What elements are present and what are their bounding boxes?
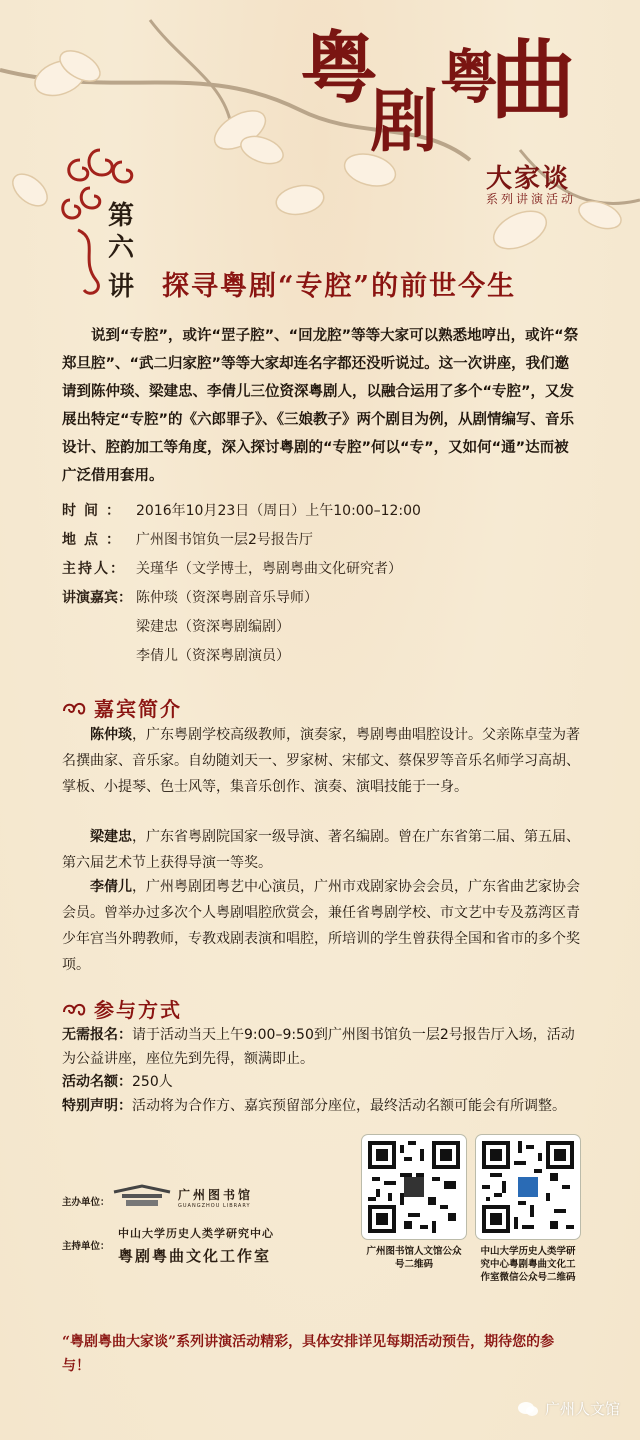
join-details <box>62 1024 582 1118</box>
join-item <box>62 1071 582 1095</box>
join-label: 特别声明： <box>62 1097 132 1114</box>
join-section-header <box>62 994 182 1023</box>
guest-item: 李倩儿（资深粤剧演员） <box>136 648 290 664</box>
lecture-number-char: 第 <box>108 201 135 231</box>
qr-code-library[interactable] <box>362 1135 466 1239</box>
title-char-1: 粤 <box>300 23 379 114</box>
title-char-3: 粤 <box>440 43 499 111</box>
lecture-title <box>108 264 517 303</box>
qr-code-studio[interactable] <box>476 1135 580 1239</box>
studio-name: 粤剧粤曲文化工作室 <box>118 1247 272 1265</box>
join-label: 活动名额： <box>62 1074 132 1090</box>
wechat-icon <box>517 1400 539 1418</box>
qr-caption: 广州图书馆人文馆公众号二维码 <box>366 1246 462 1270</box>
join-item <box>62 1095 582 1119</box>
host-value: 关瑾华（文学博士，粤剧粤曲文化研究者） <box>136 561 402 577</box>
guest-bio-text: ，广州粤剧团粤艺中心演员，广州市戏剧家协会会员，广东省曲艺家协会会员。曾举办过多次个人粤剧唱腔欣赏会，兼任省粤剧学校、市文艺中专及荔湾区青少年宫当外聘教师，专教戏剧表演和唱腔，所培训的学生曾获得全国和省市的多个奖项。 <box>62 879 580 973</box>
guest-bio-text: ，广东省粤剧院国家一级导演、著名编剧。曾在广东省第二届、第五届、第六届艺术节上获得导演一等奖。 <box>62 829 580 871</box>
info-guests-row <box>62 584 582 613</box>
info-host-row <box>62 555 582 584</box>
join-text: 250人 <box>132 1074 173 1090</box>
event-info <box>62 497 582 671</box>
bio-section-header <box>62 693 182 722</box>
title-char-4: 曲 <box>490 30 576 131</box>
qr-block-library <box>362 1135 466 1271</box>
place-label: 地点： <box>62 532 128 548</box>
info-time-row <box>62 497 582 526</box>
lecture-number <box>108 200 140 264</box>
guest-item: 梁建忠（资深粤剧编剧） <box>136 619 290 635</box>
bio-paragraph <box>62 722 582 800</box>
time-label: 时间： <box>62 503 128 519</box>
title-char-2: 剧 <box>370 82 439 162</box>
guest-name: 李倩儿 <box>90 879 132 895</box>
lecture-number-char: 六 <box>108 233 135 263</box>
info-guest-row <box>62 613 582 642</box>
bio-paragraph <box>62 824 582 876</box>
qr-pattern-icon <box>368 1141 460 1233</box>
main-title <box>300 23 600 206</box>
library-building-icon <box>112 1184 172 1210</box>
research-center-name: 中山大学历史人类学研究中心 <box>118 1227 274 1240</box>
guest-name: 陈仲琰 <box>90 727 132 743</box>
guest-name: 梁建忠 <box>90 829 132 845</box>
library-logo <box>112 1184 253 1210</box>
join-label: 无需报名： <box>62 1027 132 1043</box>
qr-block-studio <box>476 1135 580 1284</box>
intro-paragraph: 说到“专腔”，或许“罡子腔”、“回龙腔”等等大家可以熟悉地哼出，或许“祭郑旦腔”、“武二归家腔”等等大家却连名字都还没听说过。这一次讲座，我们邀请到陈仲琰、梁建忠、李倩儿三位资深粤剧人，以融合运用了多个“专腔”，又发展出特定“专腔”的《六郎罪子》、《三娘教子》两个剧目为例，从剧情编写、音乐设计、腔韵加工等角度，深入探讨粤剧的“专腔”何以“专”，又如何“通”达而被广泛借用套用。 <box>62 328 579 484</box>
series-label: 系列讲演活动 <box>485 192 576 206</box>
join-text: 活动将为合作方、嘉宾预留部分座位，最终活动名额可能会有所调整。 <box>132 1097 566 1114</box>
qr-pattern-icon <box>482 1141 574 1233</box>
cloud-scroll-icon <box>62 1000 88 1018</box>
sponsor-label: 主办单位： <box>62 1197 110 1208</box>
watermark-text: 广州人文馆 <box>544 1400 620 1418</box>
host-org-logo <box>118 1225 274 1266</box>
library-name: 广州图书馆 <box>178 1187 254 1202</box>
guests-label: 讲演嘉宾： <box>62 590 132 606</box>
lecture-topic: 探寻粤剧“专腔”的前世今生 <box>162 271 517 302</box>
place-value: 广州图书馆负一层2号报告厅 <box>136 532 313 548</box>
time-value: 2016年10月23日（周日）上午10:00–12:00 <box>136 503 421 519</box>
info-guest-row <box>62 642 582 671</box>
footer-note: “粤剧粤曲大家谈”系列讲演活动精彩，具体安排详见每期活动预告，期待您的参与！ <box>62 1334 555 1374</box>
host-org-label: 主持单位： <box>62 1241 110 1252</box>
bio-section-title: 嘉宾简介 <box>94 697 182 721</box>
bio-paragraph <box>62 874 582 978</box>
lecture-number-char: 讲 <box>108 272 137 302</box>
cloud-scroll-icon <box>62 699 88 717</box>
join-text: 请于活动当天上午9:00–9:50到广州图书馆负一层2号报告厅入场，活动为公益讲座，座位先到先得，额满即止。 <box>62 1027 575 1067</box>
watermark <box>517 1398 620 1419</box>
library-english-name: GUANGZHOU LIBRARY <box>178 1202 251 1209</box>
info-place-row <box>62 526 582 555</box>
join-item <box>62 1024 582 1071</box>
join-section-title: 参与方式 <box>94 998 182 1022</box>
subtitle: 大家谈 <box>485 164 570 194</box>
guest-item: 陈仲琰（资深粤剧音乐导师） <box>136 590 318 606</box>
guest-bio-text: ，广东粤剧学校高级教师，演奏家，粤剧粤曲唱腔设计。父亲陈卓莹为著名撰曲家、音乐家。自幼随刘天一、罗家树、宋郁文、蔡保罗等音乐名师学习高胡、掌板、小提琴、色士风等，集音乐创作、演奏、演唱技能于一身。 <box>62 727 580 795</box>
host-label: 主持人： <box>62 561 126 577</box>
qr-caption: 中山大学历史人类学研究中心粤剧粤曲文化工作室微信公众号二维码 <box>480 1246 576 1283</box>
